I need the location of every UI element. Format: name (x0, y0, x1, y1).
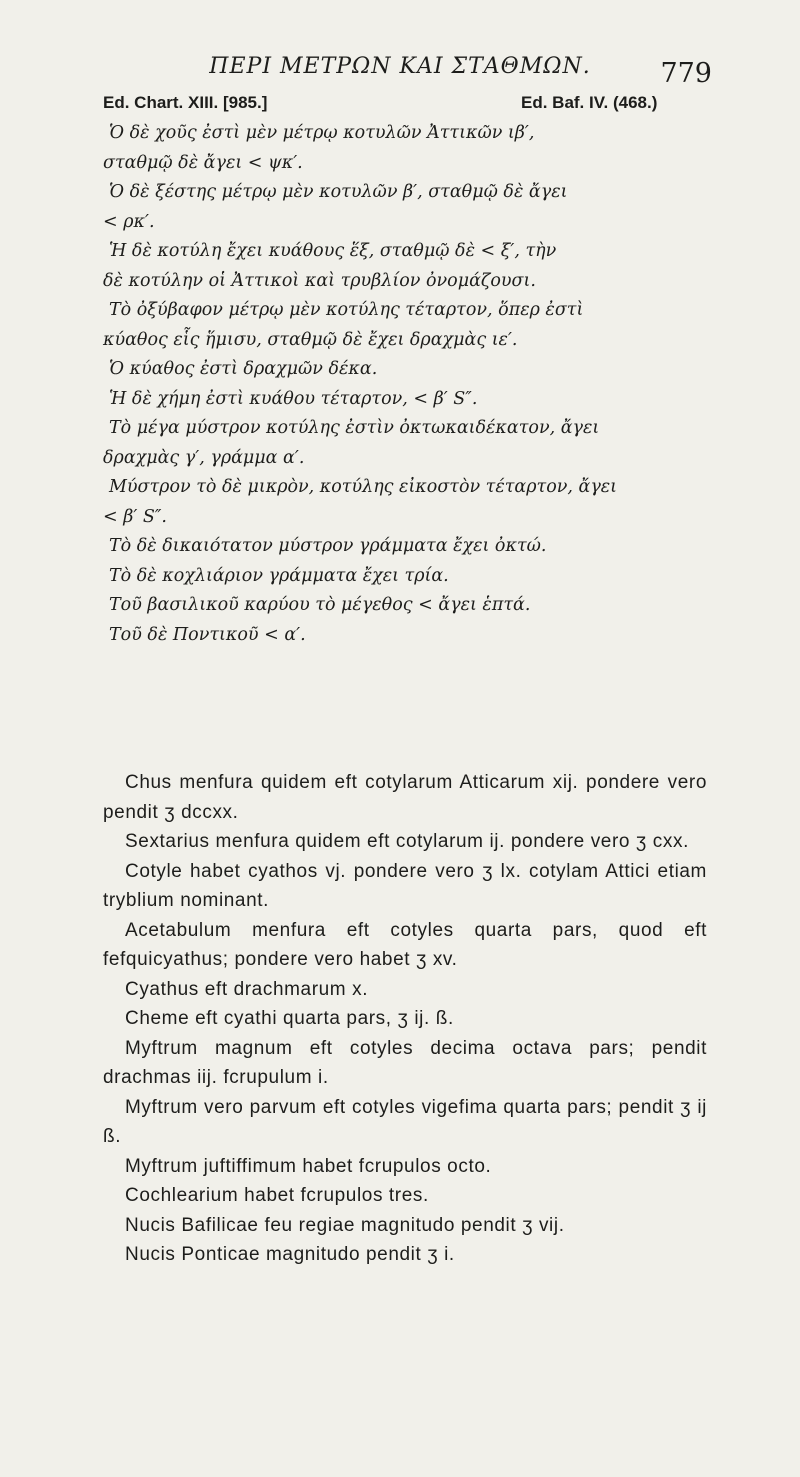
latin-translation (103, 768, 707, 1270)
page-number: 779 (660, 58, 712, 89)
greek-line: σταθμῷ δὲ ἄγει < ψκ′. (103, 152, 303, 173)
latin-paragraph: Cyathus eft drachmarum x. (125, 978, 369, 1000)
greek-line: < ρκ′. (103, 211, 155, 232)
greek-line: Μύστρον τὸ δὲ μικρὸν, κοτύλης εἰκοστὸν τέταρτον, ἄγει (109, 477, 618, 497)
latin-paragraph: Chus menfura quidem eft cotylarum Atticarum xij. pondere vero pendit ʒ dccxx. (103, 772, 707, 823)
greek-line: Τὸ δὲ κοχλιάριον γράμματα ἔχει τρία. (109, 565, 449, 586)
greek-line: Ἡ δὲ χήμη ἐστὶ κυάθου τέταρτον, < β′ S″. (109, 388, 478, 409)
greek-line: Ὁ δὲ χοῦς ἐστὶ μὲν μέτρῳ κοτυλῶν Ἀττικῶν ιβ′, (109, 123, 535, 143)
greek-line: κύαθος εἷς ἥμισυ, σταθμῷ δὲ ἔχει δραχμὰς ιε′. (103, 329, 518, 350)
greek-line: < β′ S″. (103, 506, 167, 527)
latin-paragraph: Nucis Ponticae magnitudo pendit ʒ i. (125, 1244, 455, 1265)
latin-paragraph: Sextarius menfura quidem eft cotylarum ij. pondere vero ʒ cxx. (125, 831, 689, 852)
greek-line: Τὸ μέγα μύστρον κοτύλης ἐστὶν ὀκτωκαιδέκατον, ἄγει (109, 418, 600, 438)
latin-paragraph: Cochlearium habet fcrupulos tres. (125, 1185, 429, 1206)
greek-line: Τὸ ὀξύβαφον μέτρῳ μὲν κοτύλης τέταρτον, ὅπερ ἐστὶ (109, 300, 584, 320)
latin-paragraph: Myftrum magnum eft cotyles decima octava pars; pendit drachmas iij. fcrupulum i. (103, 1037, 707, 1088)
greek-line: Τοῦ βασιλικοῦ καρύου τὸ μέγεθος < ἄγει ἑπτά. (109, 595, 531, 615)
latin-paragraph: Myftrum juftiffimum habet fcrupulos octo. (125, 1155, 492, 1177)
greek-line: Τοῦ δὲ Ποντικοῦ < α′. (109, 624, 306, 645)
latin-paragraph: Cotyle habet cyathos vj. pondere vero ʒ lx. cotylam Attici etiam tryblium nominant. (103, 860, 707, 911)
edition-references (103, 93, 703, 117)
latin-paragraph: Acetabulum menfura eft cotyles quarta pars, quod eft fefquicyathus; pondere vero habet ʒ xv. (103, 919, 707, 970)
greek-line: δὲ κοτύλην οἱ Ἀττικοὶ καὶ τρυβλίον ὀνομάζουσι. (103, 270, 536, 291)
greek-line: Ὁ κύαθος ἐστὶ δραχμῶν δέκα. (109, 359, 378, 379)
greek-line: Ἡ δὲ κοτύλη ἔχει κυάθους ἕξ, σταθμῷ δὲ < ξ′, τὴν (109, 241, 557, 261)
running-title: ΠΕΡΙ ΜΕΤΡΩΝ ΚΑΙ ΣΤΑΘΜΩΝ. (209, 54, 591, 79)
greek-line: Ὁ δὲ ξέστης μέτρῳ μὲν κοτυλῶν β′, σταθμῷ δὲ ἄγει (109, 182, 568, 202)
greek-line: Τὸ δὲ δικαιότατον μύστρον γράμματα ἔχει ὀκτώ. (109, 536, 547, 556)
edition-basel: Ed. Baf. IV. (468.) (521, 93, 658, 112)
greek-text (103, 119, 703, 650)
greek-line: δραχμὰς γ′, γράμμα α′. (103, 447, 305, 468)
latin-paragraph: Nucis Bafilicae feu regiae magnitudo pendit ʒ vij. (125, 1214, 565, 1236)
edition-chartier: Ed. Chart. XIII. [985.] (103, 93, 268, 112)
latin-paragraph: Myftrum vero parvum eft cotyles vigefima quarta pars; pendit ʒ ij ß. (103, 1096, 707, 1147)
latin-paragraph: Cheme eft cyathi quarta pars, ʒ ij. ß. (125, 1008, 454, 1029)
